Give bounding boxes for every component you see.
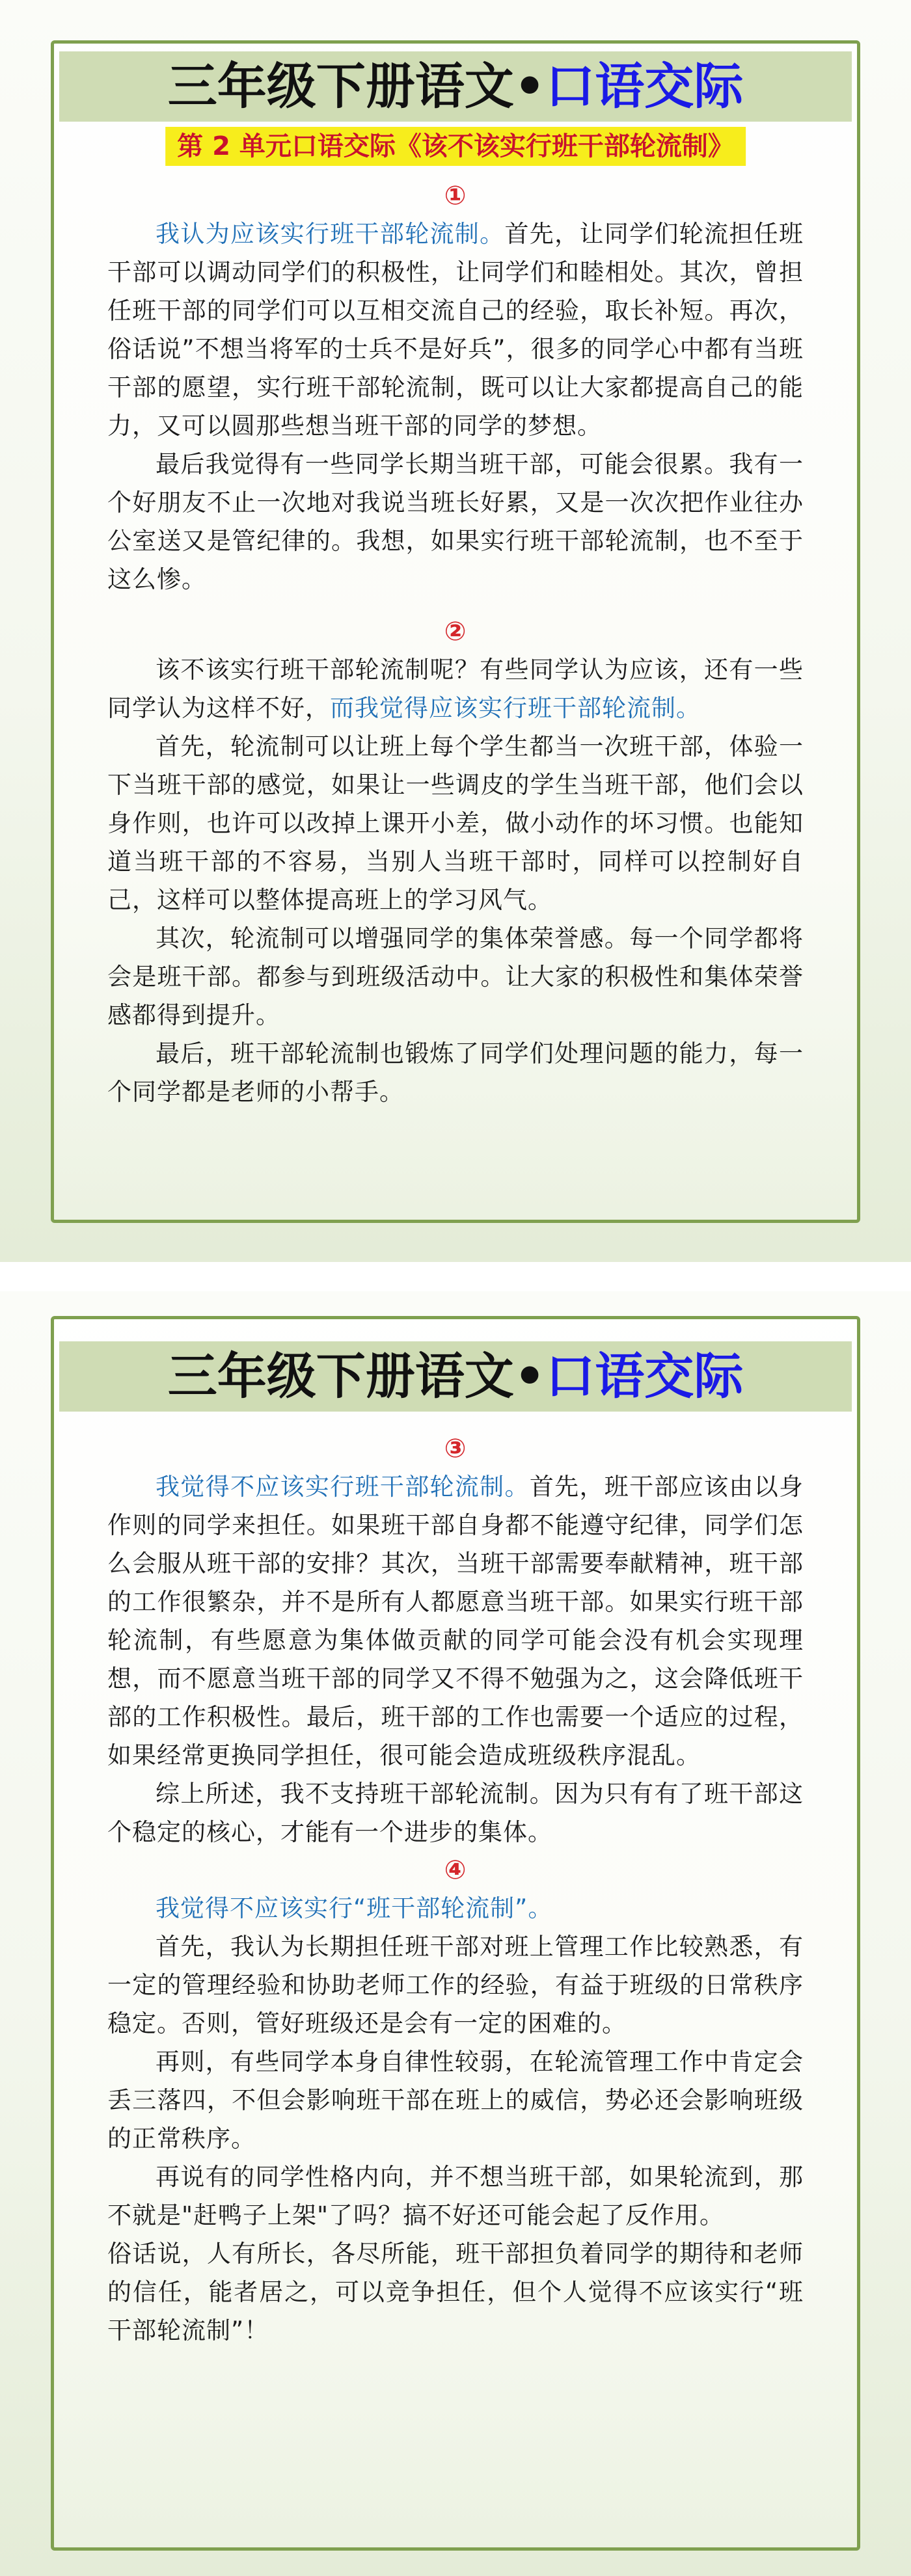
- page-1: [0, 0, 911, 1262]
- section-3-paragraph-1: [107, 1468, 804, 1775]
- section-4-paragraph-4: 再说有的同学性格内向，并不想当班干部，如果轮流到，那不就是"赶鸭子上架"了吗？搞不好还可能会起了反作用。: [107, 2163, 804, 2229]
- section-2-paragraph-3: 其次，轮流制可以增强同学的集体荣誉感。每一个同学都将会是班干部。都参与到班级活动中。让大家的积极性和集体荣誉感都得到提升。: [107, 924, 804, 1029]
- section-2-paragraph-4: 最后，班干部轮流制也锻炼了同学们处理问题的能力，每一个同学都是老师的小帮手。: [107, 1040, 804, 1106]
- section-1-paragraph-2: 最后我觉得有一些同学长期当班干部，可能会很累。我有一个好朋友不止一次地对我说当班长好累，又是一次次把作业往办公室送又是管纪律的。我想，如果实行班干部轮流制，也不至于这么惨。: [107, 450, 804, 593]
- page-1-subtitle: 第 2 单元口语交际《该不该实行班干部轮流制》: [165, 127, 746, 166]
- section-3-paragraph-2: 综上所述，我不支持班干部轮流制。因为只有有了班干部这个稳定的核心，才能有一个进步的集体。: [107, 1780, 804, 1846]
- section-3-thesis: 我觉得不应该实行班干部轮流制。: [156, 1473, 530, 1501]
- title-accent: 口语交际: [545, 1347, 744, 1405]
- section-2-paragraph-2: 首先，轮流制可以让班上每个学生都当一次班干部，体验一下当班干部的感觉，如果让一些调皮的学生当班干部，他们会以身作则，也许可以改掉上课开小差，做小动作的坏习惯。也能知道当班干部的不容易，当别人当班干部时，同样可以控制好自己，这样可以整体提高班上的学习风气。: [107, 732, 804, 914]
- section-2-paragraph-1-text: 该不该实行班干部轮流制呢？有些同学认为应该，还有一些同学认为这样不好，: [107, 656, 804, 722]
- section-2-paragraph-1: [107, 651, 804, 727]
- section-4-paragraph-5: 俗话说，人有所长，各尽所能，班干部担负着同学的期待和老师的信任，能者居之，可以竞争担任，但个人觉得不应该实行“班干部轮流制”！: [107, 2240, 804, 2344]
- section-4-paragraph-2: 首先，我认为长期担任班干部对班上管理工作比较熟悉，有一定的管理经验和协助老师工作的经验，有益于班级的日常秩序稳定。否则，管好班级还是会有一定的困难的。: [107, 1933, 804, 2037]
- section-3-paragraph-1-text: 首先，班干部应该由以身作则的同学来担任。如果班干部自身都不能遵守纪律，同学们怎么会服从班干部的安排？其次，当班干部需要奉献精神，班干部的工作很繁杂，并不是所有人都愿意当班干部。如果实行班干部轮流制，有些愿意为集体做贡献的同学可能会没有机会实现理想，而不愿意当班干部的同学又不得不勉强为之，这会降低班干部的工作积极性。最后，班干部的工作也需要一个适应的过程，如果经常更换同学担任，很可能会造成班级秩序混乱。: [107, 1473, 804, 1769]
- page-1-frame: [51, 40, 860, 1223]
- section-1-thesis: 我认为应该实行班干部轮流制。: [156, 220, 505, 248]
- page-2-title: [59, 1341, 852, 1412]
- section-number-1: ①: [444, 181, 467, 211]
- page-gap: [0, 1262, 911, 1291]
- page-2: [0, 1291, 911, 2576]
- section-1-paragraph-1: [107, 215, 804, 445]
- title-main: 三年级下册语文•: [167, 57, 546, 115]
- title-accent: 口语交际: [545, 57, 744, 115]
- section-1-paragraph-1-text: 首先，让同学们轮流担任班干部可以调动同学们的积极性，让同学们和睦相处。其次，曾担任班干部的同学们可以互相交流自己的经验，取长补短。再次，俗话说”不想当将军的士兵不是好兵”，很多的同学心中都有当班干部的愿望，实行班干部轮流制，既可以让大家都提高自己的能力，又可以圆那些想当班干部的同学的梦想。: [107, 220, 804, 440]
- section-number-4: ④: [444, 1855, 467, 1885]
- section-4-paragraph-3: 再则，有些同学本身自律性较弱，在轮流管理工作中肯定会丢三落四，不但会影响班干部在班上的威信，势必还会影响班级的正常秩序。: [107, 2048, 804, 2153]
- page-1-title: [59, 51, 852, 122]
- page-1-content: [107, 177, 804, 1111]
- section-number-2: ②: [444, 617, 467, 647]
- section-2-thesis: 而我觉得应该实行班干部轮流制。: [330, 694, 701, 722]
- section-4-thesis: 我觉得不应该实行“班干部轮流制”。: [156, 1894, 553, 1922]
- page-2-frame: [51, 1316, 860, 2551]
- title-main: 三年级下册语文•: [167, 1347, 546, 1405]
- page-2-content: [107, 1430, 804, 2350]
- section-number-3: ③: [444, 1434, 467, 1464]
